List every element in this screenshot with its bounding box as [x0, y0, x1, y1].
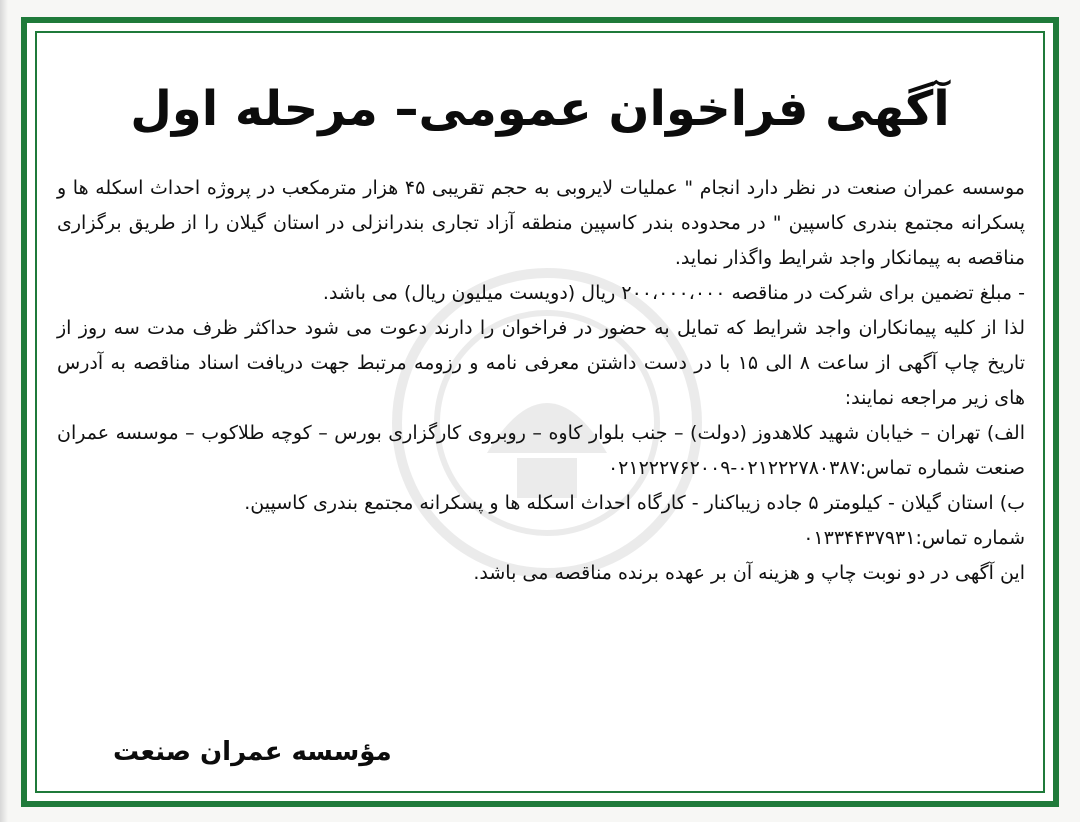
- paragraph-address-gilan: ب) استان گیلان - کیلومتر ۵ جاده زیباکنار - کارگاه احداث اسکله ها و پسکرانه مجتمع بندری کاسپین.: [244, 492, 1025, 514]
- paragraph-address-tehran: الف) تهران – خیابان شهید کلاهدوز (دولت) – جنب بلوار کاوه – روبروی کارگزاری بورس – کوچه طلاکوب – موسسه عمران صنعت شماره تماس:۰۲۱۲۲۲۷۸۰۳۸۷-۰۲۱۲۲۲۷۶۲۰۰۹: [57, 422, 1025, 479]
- paragraph-phone: شماره تماس:۰۱۳۳۴۴۳۷۹۳۱: [803, 527, 1025, 549]
- signature-organization: مؤسسه عمران صنعت: [113, 737, 392, 767]
- paragraph-guarantee-amount: - مبلغ تضمین برای شرکت در مناقصه ۲۰۰،۰۰۰،۰۰۰ ریال (دویست میلیون ریال) می باشد.: [322, 282, 1025, 304]
- notice-frame-outer: [21, 17, 1059, 807]
- page-edge-shadow: [0, 0, 8, 822]
- paragraph-invitation: لذا از کلیه پیمانکاران واجد شرایط که تمایل به حضور در فراخوان را دارند دعوت می شود حداکثر ظرف مدت سه روز از تاریخ چاپ آگهی از ساعت ۸ الی ۱۵ با در دست داشتن معرفی نامه و رزومه مرتبط جهت دریافت اسناد مناقصه به آدرس های زیر مراجعه نمایند:: [57, 317, 1025, 409]
- notice-body: [57, 171, 1025, 591]
- notice-title: آگهی فراخوان عمومی– مرحله اول: [130, 81, 950, 137]
- paragraph-tender-description: موسسه عمران صنعت در نظر دارد انجام " عملیات لایروبی به حجم تقریبی ۴۵ هزار مترمکعب در پروژه احداث اسکله ها و پسکرانه مجتمع بندری کاسپین " در محدوده بندر کاسپین منطقه آزاد تجاری بندرانزلی در استان گیلان را از طریق برگزاری مناقصه به پیمانکار واجد شرایط واگذار نماید.: [57, 177, 1025, 269]
- notice-content: [45, 41, 1035, 783]
- paragraph-publication-cost: این آگهی در دو نوبت چاپ و هزینه آن بر عهده برنده مناقصه می باشد.: [473, 562, 1025, 584]
